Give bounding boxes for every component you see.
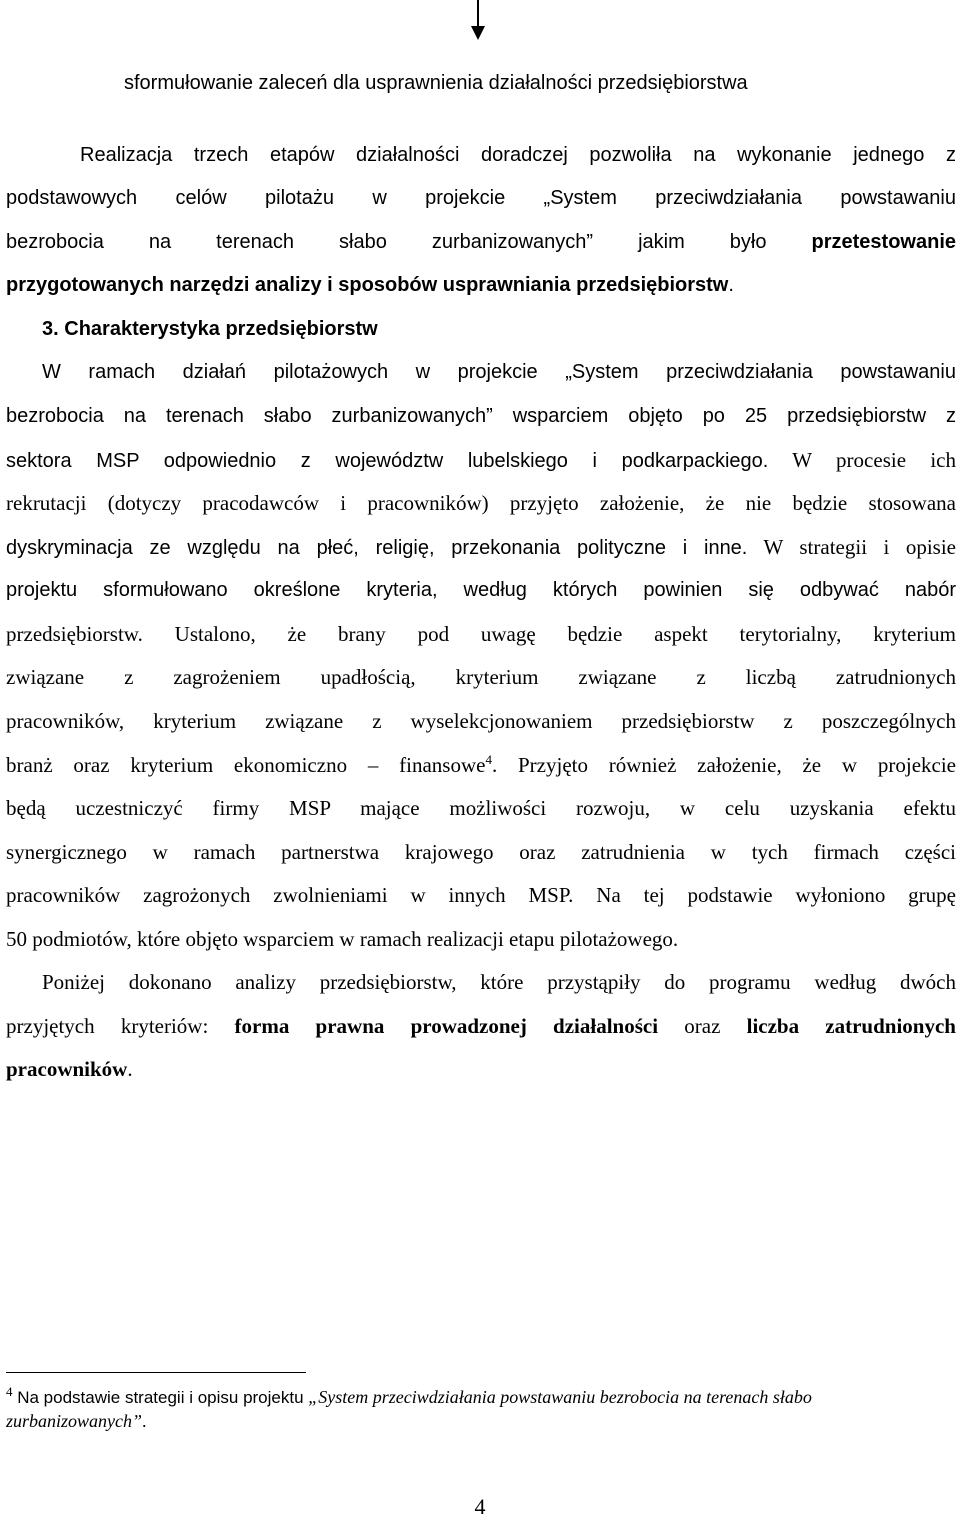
para2-line11: będą uczestniczyć firmy MSP mające możliwości rozwoju, w celu uzyskania efektu: [6, 796, 956, 820]
para3-line2: [6, 1012, 956, 1040]
para3-line2-mid: oraz: [658, 1014, 747, 1038]
para3-line3-end: .: [127, 1057, 133, 1081]
footnote-separator: [6, 1372, 306, 1373]
para1-line4-bold: przygotowanych narzędzi analizy i sposobów usprawniania przedsiębiorstw: [6, 274, 729, 296]
para2-line13-b: Na tej podstawie wyłoniono grupę: [573, 883, 956, 907]
footnote-line2: [6, 1410, 946, 1432]
para2-line13-a: pracowników zagrożonych zwolnieniami w innych MSP.: [6, 883, 574, 907]
para3-line2-bold2: liczba zatrudnionych: [746, 1014, 956, 1038]
para2-line14: 50 podmiotów, które objęto wsparciem w ramach realizacji etapu pilotażowego.: [6, 927, 679, 951]
para1-line1: Realizacja trzech etapów działalności doradczej pozwoliła na wykonanie jednego z: [80, 144, 956, 166]
para1-line3-bold: przetestowanie: [811, 231, 956, 253]
para2-line2: bezrobocia na terenach słabo zurbanizowanych” wsparciem objęto po 25 przedsiębiorstw z: [6, 405, 956, 427]
footnote-line1: [6, 1386, 946, 1409]
para2-line9: pracowników, kryterium związane z wyselekcjonowaniem przedsiębiorstw z poszczególnych: [6, 709, 956, 733]
footnote-end: .: [142, 1411, 147, 1431]
para2-line5-a: dyskryminacja ze względu na płeć, religię, przekonania polityczne i inne.: [6, 537, 748, 559]
para2-line5: [6, 533, 956, 562]
para3-line3-bold: pracowników: [6, 1057, 128, 1081]
footnote-italic2: zurbanizowanych”: [6, 1411, 143, 1431]
para3-line2-bold1: forma prawna prowadzonej działalności: [234, 1014, 659, 1038]
para2-line10: [6, 751, 956, 779]
section-heading: [42, 315, 842, 343]
para2-line8: związane z zagrożeniem upadłością, kryterium związane z liczbą zatrudnionych: [6, 665, 956, 689]
para1-line4-end: .: [728, 274, 734, 296]
para2-line7: przedsiębiorstw. Ustalono, że brany pod uwagę będzie aspekt terytorialny, kryterium: [6, 622, 956, 646]
para3-line2-text: przyjętych kryteriów:: [6, 1014, 235, 1038]
footnote-marker: 4: [6, 1384, 13, 1399]
footnote-text: Na podstawie strategii i opisu projektu: [12, 1388, 309, 1407]
para2-line13: [6, 881, 956, 909]
para3-line1: Poniżej dokonano analizy przedsiębiorstw, które przystąpiły do programu według dwóch: [42, 970, 956, 994]
para1-line2: podstawowych celów pilotażu w projekcie „System przeciwdziałania powstawaniu: [6, 187, 956, 209]
footnote-italic1: „System przeciwdziałania powstawaniu bezrobocia na terenach słabo: [308, 1387, 812, 1407]
para2-line5-b: W strategii i opisie: [747, 535, 956, 559]
para2-line3-a: sektora MSP odpowiednio z województw lubelskiego i podkarpackiego.: [6, 450, 769, 472]
para2-line10-b: . Przyjęto również założenie, że w projekcie: [491, 753, 956, 777]
page-number: 4: [474, 1494, 486, 1519]
para2-line10-a: branż oraz kryterium ekonomiczno – finansowe: [6, 753, 486, 777]
para2-line4: rekrutacji (dotyczy pracodawców i pracowników) przyjęto założenie, że nie będzie stosowana: [6, 491, 956, 515]
section-title: Charakterystyka przedsiębiorstw: [64, 318, 378, 340]
para2-line12: synergicznego w ramach partnerstwa krajowego oraz zatrudnienia w tych firmach części: [6, 840, 956, 864]
para2-line6: projektu sformułowano określone kryteria, według których powinien się odbywać nabór: [6, 579, 956, 601]
arrow-down-icon: [468, 0, 488, 42]
para2-line3-b: W procesie ich: [768, 448, 956, 472]
para2-line1: W ramach działań pilotażowych w projekcie „System przeciwdziałania powstawaniu: [42, 361, 956, 383]
section-number: 3.: [42, 318, 59, 340]
intro-line: sformułowanie zaleceń dla usprawnienia działalności przedsiębiorstwa: [124, 72, 748, 94]
footnote-ref: 4: [485, 752, 492, 767]
para1-line3: [6, 228, 956, 256]
para3-line3: [6, 1055, 956, 1083]
para2-line3: [6, 446, 956, 475]
para1-line3-text: bezrobocia na terenach słabo zurbanizowanych” jakim było: [6, 231, 812, 253]
para1-line4: [6, 271, 956, 299]
